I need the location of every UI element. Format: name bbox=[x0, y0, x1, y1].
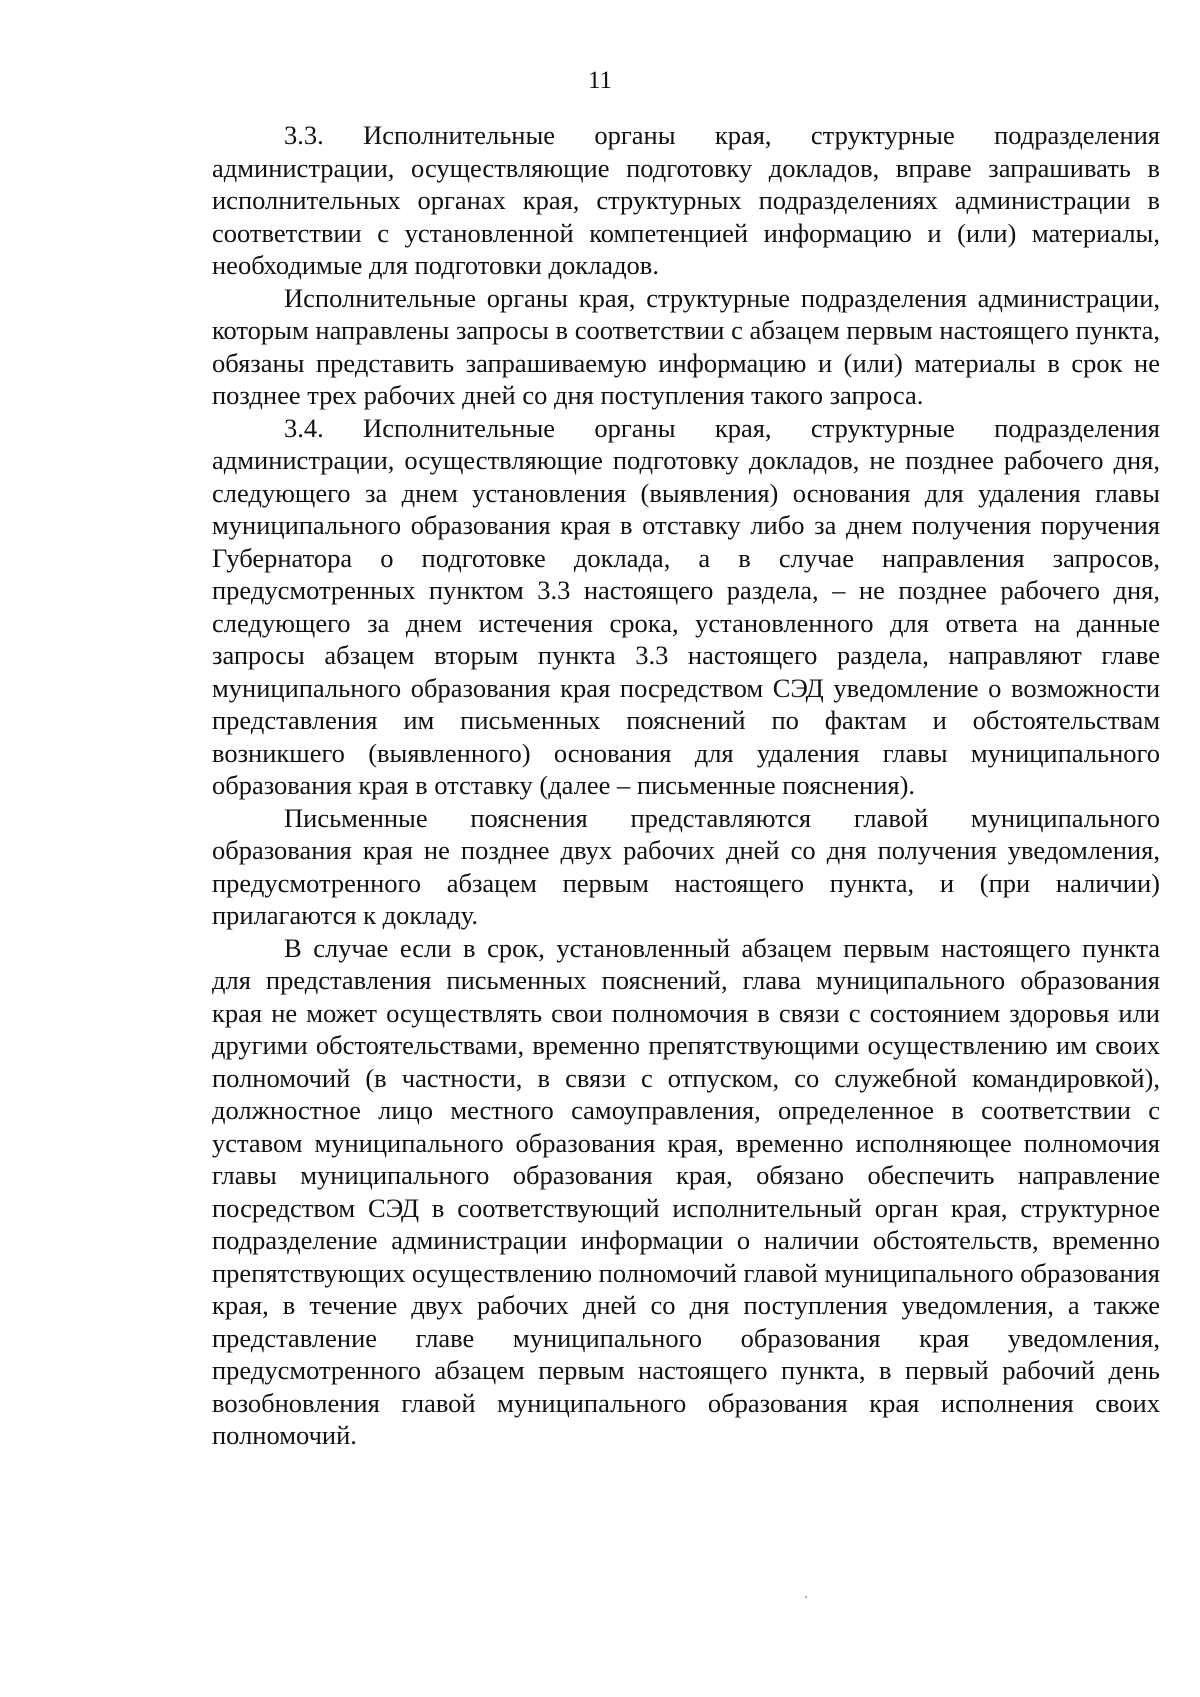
document-body bbox=[212, 119, 1160, 1452]
paragraph-3-3: 3.3. Исполнительные органы края, структурные подразделения администрации, осуществляющие подготовку докладов, вправе запрашивать в исполнительных органах края, структурных подразделениях администрации в соответствии с установленной компетенцией информацию и (или) материалы, необходимые для подготовки докладов. bbox=[212, 120, 1160, 280]
paragraph-3-4: 3.4. Исполнительные органы края, структурные подразделения администрации, осуществляющие подготовку докладов, не позднее рабочего дня, следующего за днем установления (выявления) основания для удаления главы муниципального образования края в отставку либо за днем получения поручения Губернатора о подготовке доклада, а в случае направления запросов, предусмотренных пунктом 3.3 настоящего раздела, – не позднее рабочего дня, следующего за днем истечения срока, установленного для ответа на данные запросы абзацем вторым пункта 3.3 настоящего раздела, направляют главе муниципального образования края посредством СЭД уведомление о возможности представления им письменных пояснений по фактам и обстоятельствам возникшего (выявленного) основания для удаления главы муниципального образования края в отставку (далее – письменные пояснения). bbox=[212, 412, 1160, 800]
paragraph-temporary-duties: В случае если в срок, установленный абзацем первым настоящего пункта для представления письменных пояснений, глава муниципального образования края не может осуществлять свои полномочия в связи с состоянием здоровья или другими обстоятельствами, временно препятствующими осуществлению им своих полномочий (в частности, в связи с отпуском, со служебной командировкой), должностное лицо местного самоуправления, определенное в соответствии с уставом муниципального образования края, временно исполняющее полномочия главы муниципального образования края, обязано обеспечить направление посредством СЭД в соответствующий исполнительный орган края, структурное подразделение администрации информации о наличии обстоятельств, временно препятствующих осуществлению полномочий главой муниципального образования края, в течение двух рабочих дней со дня поступления уведомления, а также представление главе муниципального образования края уведомления, предусмотренного абзацем первым настоящего пункта, в первый рабочий день возобновления главой муниципального образования края исполнения своих полномочий. bbox=[212, 932, 1160, 1450]
page-number: 11 bbox=[587, 67, 613, 94]
paragraph-written-explanations: Письменные пояснения представляются главой муниципального образования края не позднее двух рабочих дней со дня получения уведомления, предусмотренного абзацем первым настоящего пункта, и (при наличии) прилагаются к докладу. bbox=[212, 802, 1160, 930]
paragraph-3-3-second: Исполнительные органы края, структурные подразделения администрации, которым направлены запросы в соответствии с абзацем первым настоящего пункта, обязаны представить запрашиваемую информацию и (или) материалы в срок не позднее трех рабочих дней со дня поступления такого запроса. bbox=[212, 282, 1160, 410]
scan-speck bbox=[805, 1596, 807, 1598]
